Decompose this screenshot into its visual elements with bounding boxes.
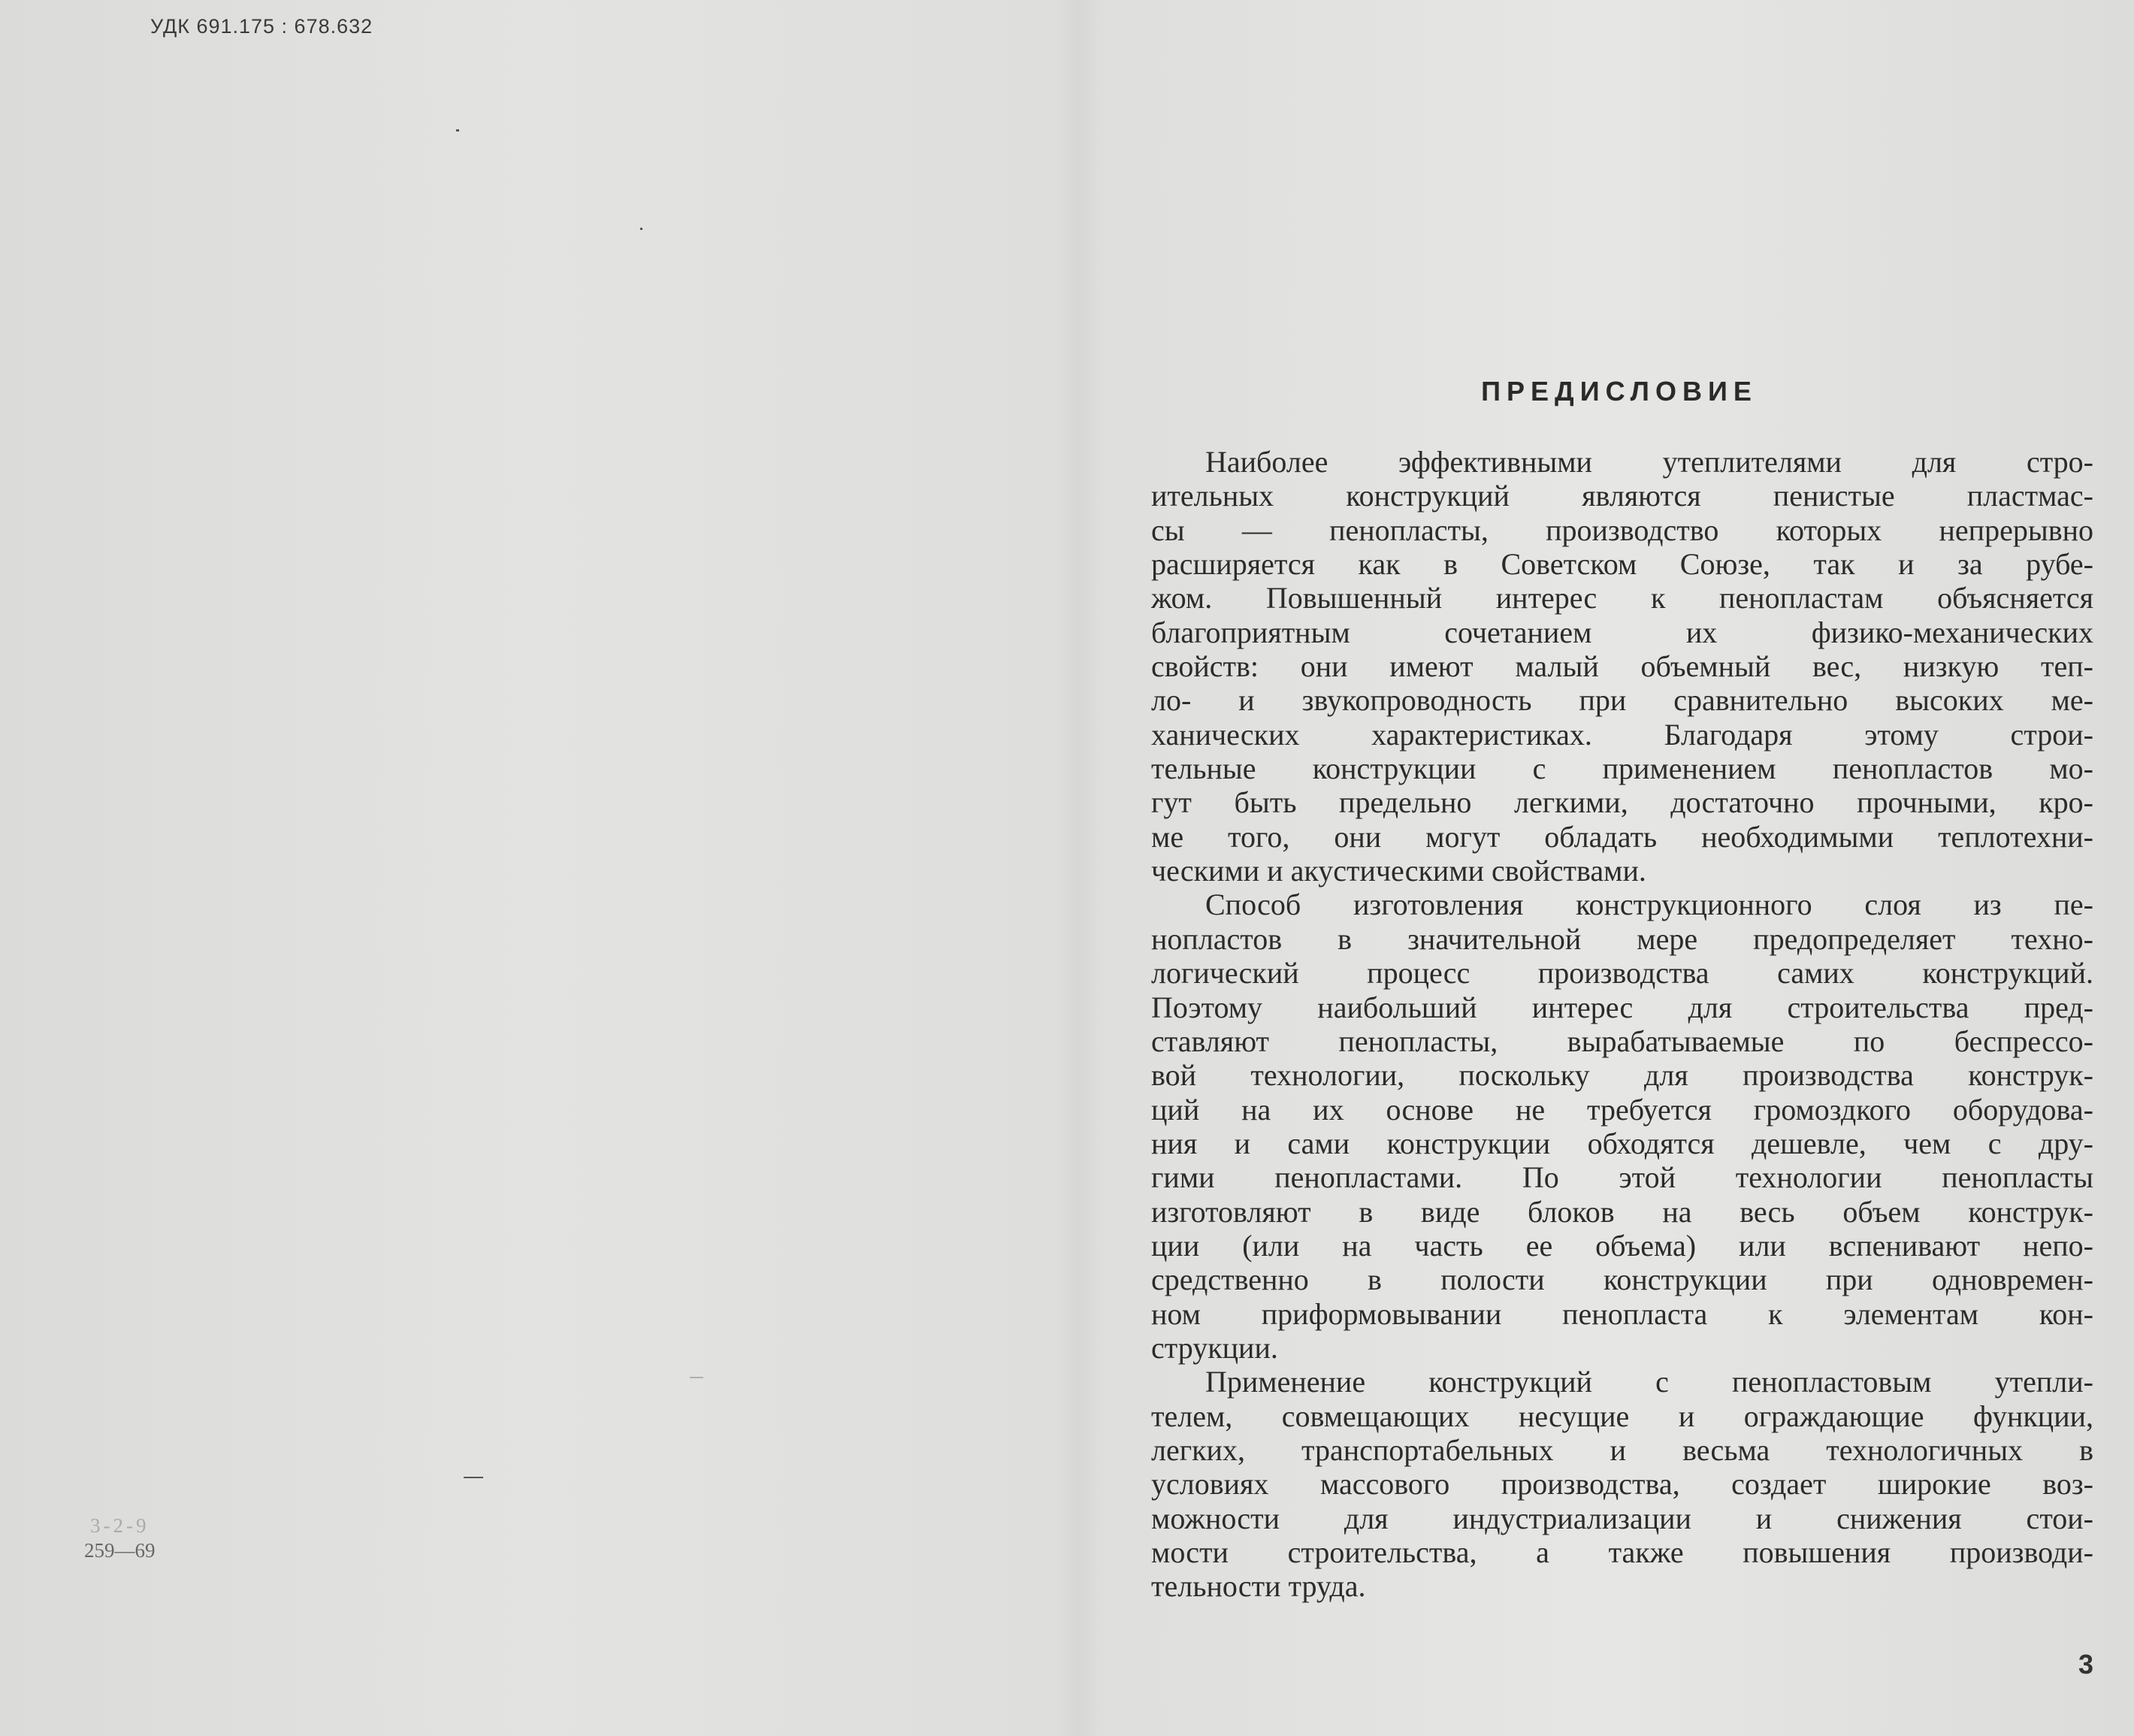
text-line: логический процесс производства самих конструкций. [1151,956,2093,990]
text-line: изготовляют в виде блоков на весь объем конструк- [1151,1194,2093,1229]
page-title: ПРЕДИСЛОВИЕ [1481,376,1758,407]
text-line: ставляют пенопласты, вырабатываемые по беспрессо- [1151,1024,2093,1058]
text-line: Поэтому наибольший интерес для строительства пред- [1151,990,2093,1024]
text-line: гут быть предельно легкими, достаточно прочными, кро- [1151,785,2093,820]
text-line: вой технологии, поскольку для производства конструк- [1151,1058,2093,1093]
scan-speck [464,1477,483,1478]
text-line: Применение конструкций с пенопластовым утепли- [1205,1365,2093,1399]
text-line: ло- и звукопроводность при сравнительно высоких ме- [1151,683,2093,718]
text-line: можности для индустриализации и снижения стои- [1151,1501,2093,1535]
text-line: ния и сами конструкции обходятся дешевле, чем с дру- [1151,1126,2093,1160]
text-line: гими пенопластами. По этой технологии пенопласты [1151,1160,2093,1195]
text-line: жом. Повышенный интерес к пенопластам объясняется [1151,581,2093,615]
text-line: ций на их основе не требуется громоздкого оборудова- [1151,1092,2093,1127]
catalog-code-1: 3-2-9 [90,1514,150,1537]
text-line: свойств: они имеют малый объемный вес, низкую теп- [1151,649,2093,684]
text-line: ительных конструкций являются пенистые пластмас- [1151,479,2093,513]
text-line: благоприятным сочетанием их физико-механических [1151,615,2093,649]
text-line: нопластов в значительной мере предопределяет техно- [1151,921,2093,956]
scan-speck [640,228,642,230]
text-line: ханических характеристиках. Благодаря этому строи- [1151,717,2093,752]
text-line: ческими и акустическими свойствами. [1151,854,1646,888]
text-line: ном приформовывании пенопласта к элементам кон- [1151,1296,2093,1331]
text-line: легких, транспортабельных и весьма технологичных в [1151,1432,2093,1467]
text-line: ции (или на часть ее объема) или вспенивают непо- [1151,1228,2093,1263]
text-line: телем, совмещающих несущие и ограждающие функции, [1151,1399,2093,1433]
text-line: средственно в полости конструкции при одновремен- [1151,1263,2093,1297]
text-line: тельные конструкции с применением пенопластов мо- [1151,752,2093,786]
text-line: струкции. [1151,1330,1278,1365]
scan-speck [690,1377,703,1378]
text-line: тельности труда. [1151,1569,1366,1604]
text-line: условиях массового производства, создает широкие воз- [1151,1467,2093,1502]
catalog-codes [84,1514,156,1562]
text-line: ме того, они могут обладать необходимыми теплотехни- [1151,819,2093,854]
book-gutter [1056,0,1101,1736]
text-line: расширяется как в Советском Союзе, так и за рубе- [1151,547,2093,582]
text-line: мости строительства, а также повышения производи- [1151,1535,2093,1569]
text-line: сы — пенопласты, производство которых непрерывно [1151,513,2093,547]
scan-speck [456,129,459,132]
text-line: Способ изготовления конструкционного слоя из пе- [1205,888,2093,922]
page-number: 3 [2078,1649,2094,1680]
udc-code: УДК 691.175 : 678.632 [150,15,373,38]
text-line: Наиболее эффективными утеплителями для стро- [1205,445,2093,479]
catalog-code-2: 259—69 [84,1539,156,1562]
foreword-body [1151,445,2093,1604]
